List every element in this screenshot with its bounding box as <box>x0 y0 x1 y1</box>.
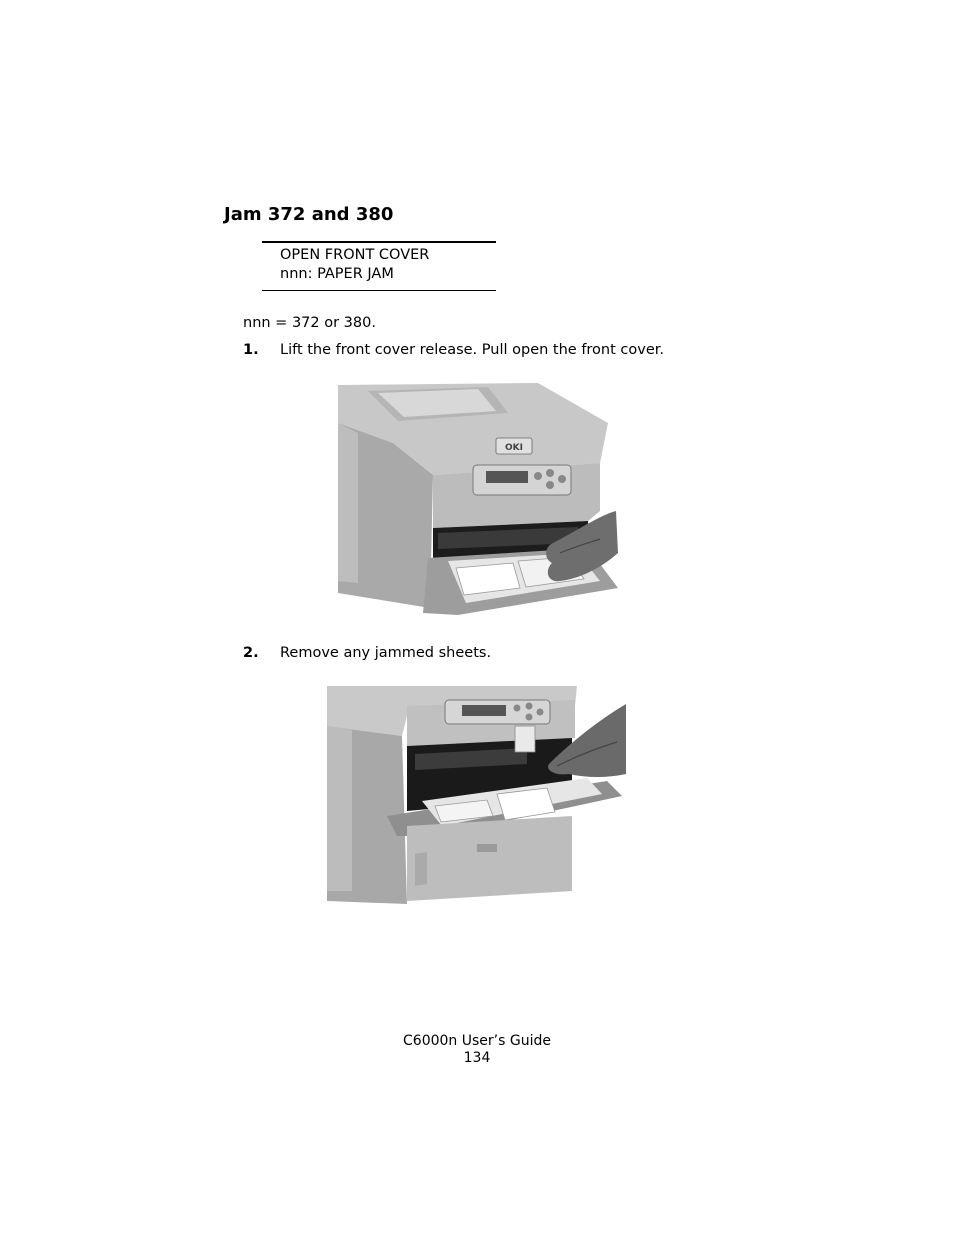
display-message-line-1: OPEN FRONT COVER <box>280 247 430 263</box>
step-2-number: 2. <box>243 645 259 661</box>
step-1-text: Lift the front cover release. Pull open the front cover. <box>280 342 665 358</box>
section-heading: Jam 372 and 380 <box>224 204 394 225</box>
display-message-line-2: nnn: PAPER JAM <box>280 266 394 282</box>
step-1-number: 1. <box>243 342 259 358</box>
intro-text: nnn = 372 or 380. <box>243 315 376 331</box>
display-message-box <box>262 241 496 291</box>
footer-page-number: 134 <box>463 1050 491 1066</box>
printer-remove-jammed-sheets-image <box>327 686 626 904</box>
step-2-text: Remove any jammed sheets. <box>280 645 492 661</box>
printer-front-cover-open-image <box>338 383 618 620</box>
printer-front-cover-open-icon <box>338 383 618 620</box>
printer-remove-jammed-sheets-icon <box>327 686 626 904</box>
footer-guide-title: C6000n User’s Guide <box>403 1033 551 1049</box>
svg-text:OKI: OKI <box>505 443 523 453</box>
